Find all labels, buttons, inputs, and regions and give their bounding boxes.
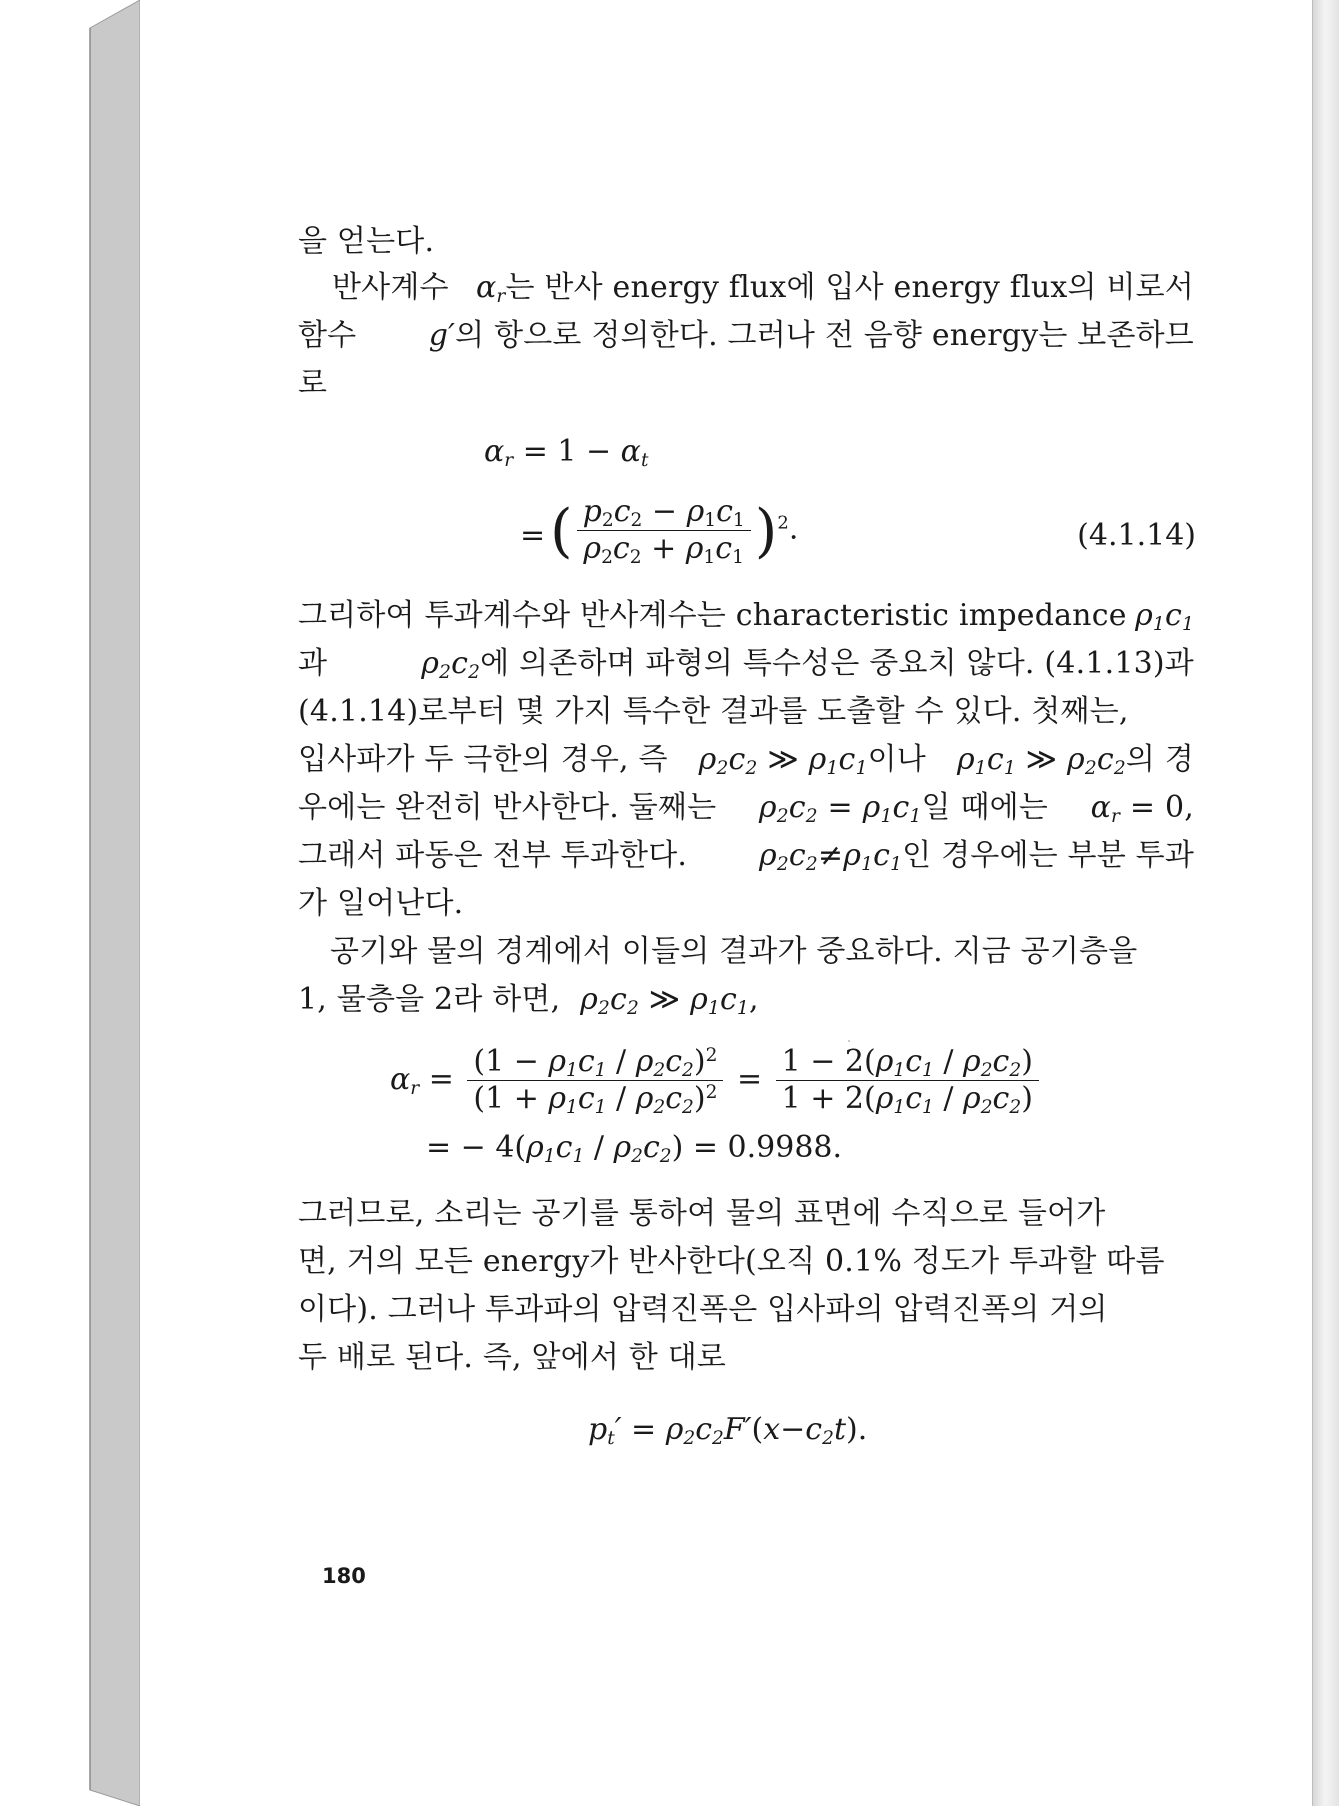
text-line-13: 1, 물층을 2라 하면, $\rho_2c_2$ ≫ $\rho_1c_1$, xyxy=(298,982,759,1020)
text-line-11: 가 일어난다. xyxy=(298,886,464,921)
text-line-15: 면, 거의 모든 energy가 반사한다(오직 0.1% 정도가 투과할 따름 xyxy=(298,1244,1165,1279)
text-line-8: 입사파가 두 극한의 경우, 즉 $\rho_2c_2$ ≫ $\rho_1c_1$이나 $\rho_1c_1$ ≫ $\rho_2c_2$의 경 xyxy=(298,742,1194,780)
text-line-17: 두 배로 된다. 즉, 앞에서 한 대로 xyxy=(298,1340,727,1375)
text-line-6: 과 $\rho_2c_2$에 의존하며 파형의 특수성은 중요치 않다. (4.1.13)과 xyxy=(298,646,1194,684)
equation-result: = − $4(\rho_1c_1 / \rho_2c_2) = 0.9988$. xyxy=(426,1130,843,1168)
text-line-10: 그래서 파동은 전부 투과한다. $\rho_2c_2\ne\rho_1c_1$인 경우에는 부분 투과 xyxy=(298,838,1194,876)
text-line-5: 그리하여 투과계수와 반사계수는 characteristic impedance $\rho_1c_1$ xyxy=(298,598,1194,636)
page-number: 180 xyxy=(322,1564,366,1588)
equation-alpha-r-air-water: $\alpha_r$ = $\frac{(1 - \rho_1c_1 / \rho_2c_2)^2}{(1 + \rho_1c_1 / \rho_2c_2)^2}$ = $\frac{1 - 2(\rho_1c_1 / \rho_2c_2)}{1 + 2(\rho_1c_1 / \rho_2c_2)}$ xyxy=(390,1046,1043,1115)
equation-number: (4.1.14) xyxy=(1077,518,1196,553)
text-line-1: 을 얻는다. xyxy=(298,224,435,259)
print-speck xyxy=(848,1040,850,1042)
text-line-7: (4.1.14)로부터 몇 가지 특수한 결과를 도출할 수 있다. 첫째는, xyxy=(298,694,1129,729)
page-right-edge xyxy=(1312,0,1339,1806)
equation-alpha-r: $\alpha_r = 1 - \alpha_t$ xyxy=(484,434,649,472)
text-line-3: 함수 g′의 항으로 정의한다. 그러나 전 음향 energy는 보존하므 xyxy=(298,318,1194,353)
text-line-12: 공기와 물의 경계에서 이들의 결과가 중요하다. 지금 공기층을 xyxy=(330,934,1138,969)
text-line-2: 반사계수 $\alpha_r$는 반사 energy flux에 입사 energy flux의 비로서 xyxy=(332,270,1194,308)
text-line-16: 이다). 그러나 투과파의 압력진폭은 입사파의 압력진폭의 거의 xyxy=(298,1292,1108,1327)
text-line-14: 그러므로, 소리는 공기를 통하여 물의 표면에 수직으로 들어가 xyxy=(298,1196,1106,1231)
equation-4-1-14: = ( $\frac{p_2c_2 - \rho_1c_1}{\rho_2c_2 + \rho_1c_1}$ )$^2$. (4.1.14) xyxy=(520,494,1196,569)
equation-pt-prime: $p_t' = \rho_2c_2F'(x-c_2t)$. xyxy=(588,1412,868,1450)
text-line-4: 로 xyxy=(298,366,328,401)
text-line-9: 우에는 완전히 반사한다. 둘째는 $\rho_2c_2 = \rho_1c_1$일 때에는 $\alpha_r = 0$, xyxy=(298,790,1194,828)
